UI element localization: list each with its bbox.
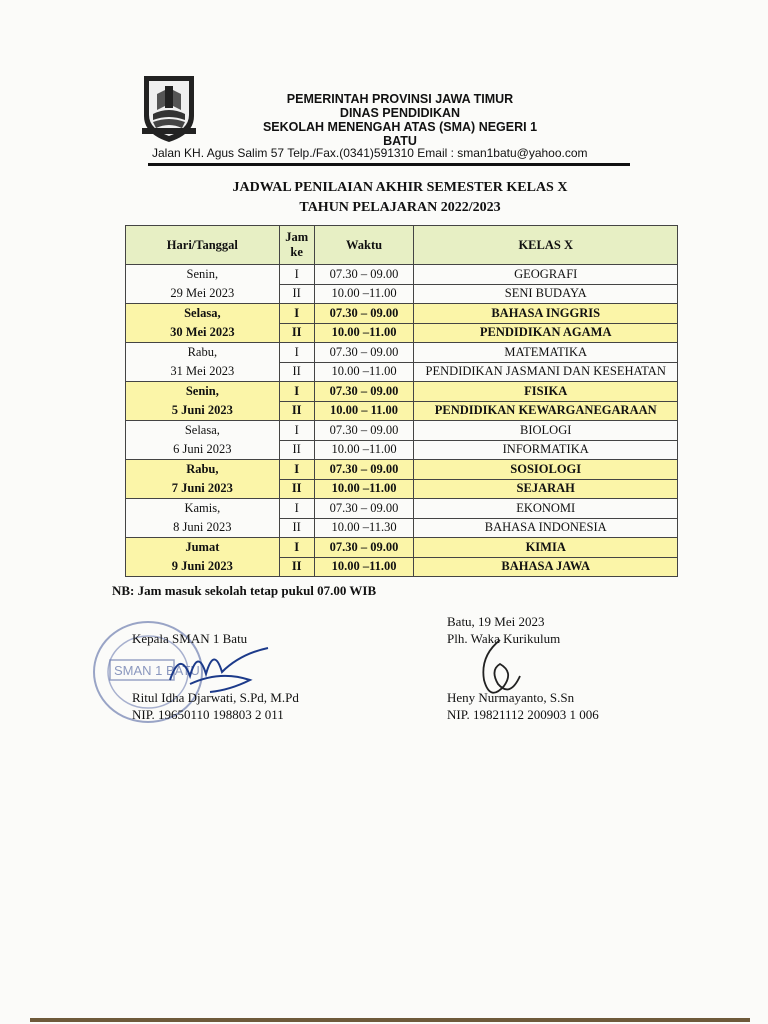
time-cell: 10.00 – 11.00	[314, 401, 414, 421]
jam-cell: I	[279, 421, 314, 441]
header-waktu: Waktu	[314, 226, 414, 265]
jam-cell: I	[279, 499, 314, 519]
time-cell: 07.30 – 09.00	[314, 343, 414, 363]
subject-cell: GEOGRAFI	[414, 265, 678, 285]
day-date: 30 Mei 2023	[170, 325, 235, 339]
day-date: 31 Mei 2023	[170, 364, 235, 378]
school-address: Jalan KH. Agus Salim 57 Telp./Fax.(0341)591310 Email : sman1batu@yahoo.com	[152, 146, 588, 160]
jam-cell: I	[279, 538, 314, 558]
subject-cell: SEJARAH	[414, 479, 678, 499]
day-cell	[126, 343, 280, 382]
day-name: Senin,	[186, 267, 219, 281]
day-date: 8 Juni 2023	[173, 520, 232, 534]
jam-cell: I	[279, 382, 314, 402]
place-date: Batu, 19 Mei 2023	[447, 614, 545, 629]
letterhead-line-1: PEMERINTAH PROVINSI JAWA TIMUR	[286, 92, 514, 106]
letterhead	[138, 72, 628, 168]
time-cell: 07.30 – 09.00	[314, 304, 414, 324]
table-row	[126, 265, 678, 285]
right-signer-name: Heny Nurmayanto, S.Sn	[447, 690, 575, 705]
jam-cell: I	[279, 343, 314, 363]
day-name: Selasa,	[184, 306, 221, 320]
time-cell: 10.00 –11.00	[314, 284, 414, 304]
left-signer-role: Kepala SMAN 1 Batu	[132, 631, 248, 646]
subject-cell: INFORMATIKA	[414, 440, 678, 460]
day-date: 29 Mei 2023	[170, 286, 235, 300]
day-date: 9 Juni 2023	[171, 559, 233, 573]
exam-schedule-table	[125, 225, 678, 577]
school-hours-note: NB: Jam masuk sekolah tetap pukul 07.00 WIB	[112, 583, 377, 598]
subject-cell: EKONOMI	[414, 499, 678, 519]
left-signer-name: Ritul Idha Djarwati, S.Pd, M.Pd	[132, 690, 299, 705]
principal-signature	[150, 640, 280, 700]
day-date: 6 Juni 2023	[173, 442, 232, 456]
subject-cell: BAHASA JAWA	[414, 557, 678, 577]
time-cell: 10.00 –11.00	[314, 362, 414, 382]
day-name: Senin,	[185, 384, 219, 398]
table-row	[126, 304, 678, 324]
letterhead-rule	[148, 163, 630, 166]
jam-cell: II	[279, 518, 314, 538]
jam-cell: II	[279, 323, 314, 343]
header-day: Hari/Tanggal	[126, 226, 280, 265]
table-row	[126, 460, 678, 480]
time-cell: 10.00 –11.30	[314, 518, 414, 538]
day-cell	[126, 382, 280, 421]
document-title	[120, 178, 680, 218]
stamp-label: SMAN 1 BATU	[114, 663, 200, 678]
letterhead-line-3: SEKOLAH MENENGAH ATAS (SMA) NEGERI 1	[262, 120, 538, 134]
day-name: Jumat	[185, 540, 220, 554]
east-java-emblem-icon	[138, 72, 200, 144]
time-cell: 07.30 – 09.00	[314, 265, 414, 285]
day-name: Kamis,	[184, 501, 221, 515]
subject-cell: PENDIDIKAN JASMANI DAN KESEHATAN	[414, 362, 678, 382]
table-row	[126, 421, 678, 441]
jam-cell: I	[279, 265, 314, 285]
day-cell	[126, 460, 280, 499]
day-cell	[126, 421, 280, 460]
day-name: Selasa,	[184, 423, 220, 437]
jam-cell: II	[279, 362, 314, 382]
jam-cell: II	[279, 440, 314, 460]
day-cell	[126, 304, 280, 343]
day-cell	[126, 265, 280, 304]
title-line-1: JADWAL PENILAIAN AKHIR SEMESTER KELAS X	[232, 180, 568, 195]
jam-cell: II	[279, 479, 314, 499]
jam-cell: II	[279, 557, 314, 577]
day-date: 5 Juni 2023	[171, 403, 233, 417]
day-name: Rabu,	[187, 345, 218, 359]
time-cell: 07.30 – 09.00	[314, 382, 414, 402]
time-cell: 10.00 –11.00	[314, 440, 414, 460]
table-row	[126, 382, 678, 402]
day-cell	[126, 538, 280, 577]
subject-cell: KIMIA	[414, 538, 678, 558]
subject-cell: SOSIOLOGI	[414, 460, 678, 480]
day-name: Rabu,	[186, 462, 219, 476]
table-header-row	[126, 226, 678, 265]
letterhead-text	[210, 92, 590, 148]
jam-cell: I	[279, 460, 314, 480]
page-edge-shadow	[30, 1018, 750, 1022]
time-cell: 10.00 –11.00	[314, 323, 414, 343]
day-cell	[126, 499, 280, 538]
table-row	[126, 538, 678, 558]
jam-cell: II	[279, 284, 314, 304]
time-cell: 07.30 – 09.00	[314, 538, 414, 558]
table-row	[126, 499, 678, 519]
vice-principal-signature	[470, 636, 530, 706]
time-cell: 07.30 – 09.00	[314, 421, 414, 441]
subject-cell: BIOLOGI	[414, 421, 678, 441]
subject-cell: PENDIDIKAN AGAMA	[414, 323, 678, 343]
subject-cell: BAHASA INGGRIS	[414, 304, 678, 324]
time-cell: 07.30 – 09.00	[314, 460, 414, 480]
time-cell: 10.00 –11.00	[314, 479, 414, 499]
jam-cell: I	[279, 304, 314, 324]
letterhead-line-2: DINAS PENDIDIKAN	[339, 106, 461, 120]
letterhead-line-4: BATU	[383, 134, 417, 148]
title-line-2: TAHUN PELAJARAN 2022/2023	[299, 200, 501, 215]
subject-cell: FISIKA	[414, 382, 678, 402]
right-signer-role: Plh. Waka Kurikulum	[447, 631, 561, 646]
subject-cell: PENDIDIKAN KEWARGANEGARAAN	[414, 401, 678, 421]
time-cell: 10.00 –11.00	[314, 557, 414, 577]
table-body	[126, 265, 678, 577]
subject-cell: BAHASA INDONESIA	[414, 518, 678, 538]
subject-cell: MATEMATIKA	[414, 343, 678, 363]
table-row	[126, 343, 678, 363]
time-cell: 07.30 – 09.00	[314, 499, 414, 519]
header-jam: Jam ke	[279, 226, 314, 265]
subject-cell: SENI BUDAYA	[414, 284, 678, 304]
day-date: 7 Juni 2023	[171, 481, 233, 495]
right-signer-nip: NIP. 19821112 200903 1 006	[447, 707, 599, 722]
left-signer-nip: NIP. 19650110 198803 2 011	[132, 707, 284, 722]
header-kelas: KELAS X	[414, 226, 678, 265]
jam-cell: II	[279, 401, 314, 421]
